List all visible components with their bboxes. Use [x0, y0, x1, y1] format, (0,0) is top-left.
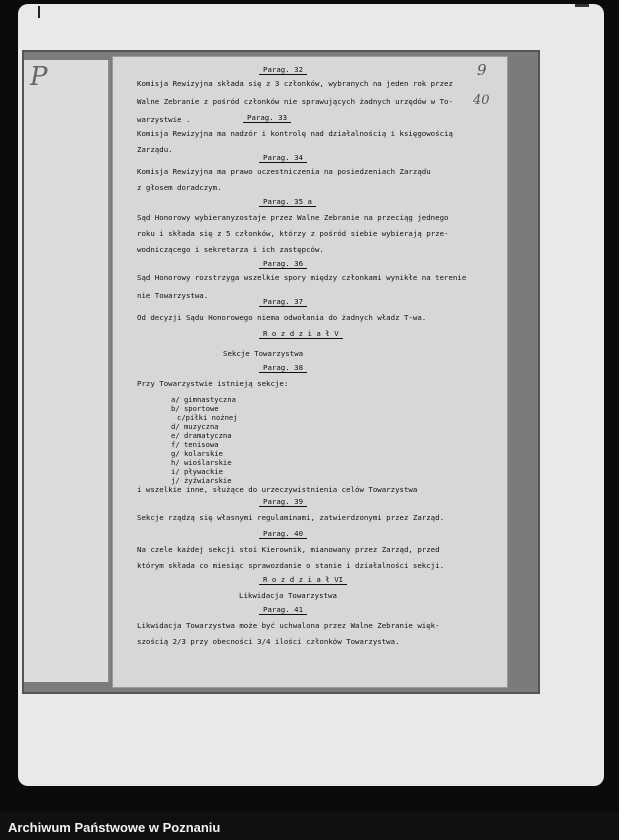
paragraph-34-line-2: z głosem doradczym. — [137, 183, 222, 192]
chapter-heading-6: R o z d z i a ł VI — [259, 575, 347, 585]
paragraph-heading-32: Parag. 32 — [259, 65, 307, 75]
paragraph-heading-34: Parag. 34 — [259, 153, 307, 163]
paragraph-heading-35: Parag. 35 a — [259, 197, 316, 207]
paragraph-33-line-2: Zarządu. — [137, 145, 173, 154]
page-number-side-annotation: 40 — [473, 93, 490, 108]
section-list-item: i/ pływackie — [171, 467, 223, 476]
paragraph-heading-37: Parag. 37 — [259, 297, 307, 307]
archive-footer — [0, 812, 619, 840]
page-number-annotation: 9 — [477, 61, 487, 79]
scan-corner-mark — [575, 4, 589, 7]
paragraph-32-line-2: Walne Zebranie z pośród członków nie sprawujących żadnych urzędów w To- — [137, 97, 453, 106]
section-list-item: a/ gimnastyczna — [171, 395, 236, 404]
section-list-item: j/ żyźwiarskie — [171, 476, 232, 485]
paragraph-38-outro: i wszelkie inne, służące do urzeczywistnienia celów Towarzystwa — [137, 485, 418, 494]
paragraph-33-line-1: Komisja Rewizyjna ma nadzór i kontrolę nad działalnością i księgowością — [137, 129, 453, 138]
left-leaf — [24, 60, 110, 682]
paragraph-34-line-1: Komisja Rewizyjna ma prawo uczestniczenia na posiedzeniach Zarządu — [137, 167, 431, 176]
paragraph-40-line-2: którym składa co miesiąc sprawozdanie o stanie i działalności sekcji. — [137, 561, 445, 570]
chapter-heading-5: R o z d z i a ł V — [259, 329, 343, 339]
paragraph-35-line-3: wodniczącego i sekretarza i ich zastępców. — [137, 245, 324, 254]
paragraph-35-line-2: roku i składa się z 5 członków, którzy z pośród siebie wybierają prze- — [137, 229, 449, 238]
paragraph-37-line-1: Od decyzji Sądu Honorowego niema odwołania do żadnych władz T-wa. — [137, 313, 427, 322]
chapter-5-title: Sekcje Towarzystwa — [223, 349, 304, 358]
paragraph-36-line-1: Sąd Honorowy rozstrzyga wszelkie spory między członkami wynikłe na terenie — [137, 273, 467, 282]
paragraph-32-line-3: warzystwie . — [137, 115, 191, 124]
paragraph-39-line-1: Sekcje rządzą się własnymi regulaminami, zatwierdzonymi przez Zarząd. — [137, 513, 445, 522]
section-list-item: e/ dramatyczna — [171, 431, 232, 440]
paragraph-heading-41: Parag. 41 — [259, 605, 307, 615]
section-list-item: h/ wioślarskie — [171, 458, 232, 467]
section-list-item: b/ sportowe — [171, 404, 219, 413]
paragraph-heading-38: Parag. 38 — [259, 363, 307, 373]
paragraph-36-line-2: nie Towarzystwa. — [137, 291, 209, 300]
section-list-item: d/ muzyczna — [171, 422, 219, 431]
paragraph-heading-40: Parag. 40 — [259, 529, 307, 539]
chapter-6-title: Likwidacja Towarzystwa — [239, 591, 337, 600]
paragraph-41-line-1: Likwidacja Towarzystwa może być uchwalona przez Walne Zebranie więk- — [137, 621, 440, 630]
paragraph-38-intro: Przy Towarzystwie istnieją sekcje: — [137, 379, 289, 388]
paragraph-heading-39: Parag. 39 — [259, 497, 307, 507]
section-list-item: g/ kolarskie — [171, 449, 223, 458]
scan-edge-mark — [38, 6, 40, 18]
document-page — [112, 56, 508, 688]
paragraph-40-line-1: Na czele każdej sekcji stoi Kierownik, mianowany przez Zarząd, przed — [137, 545, 440, 554]
section-list-item: c/piłki nożnej — [177, 413, 238, 422]
paragraph-heading-33: Parag. 33 — [243, 113, 291, 123]
section-list-item: f/ tenisowa — [171, 440, 219, 449]
archive-label: Archiwum Państwowe w Poznaniu — [8, 820, 221, 835]
pencil-mark: P — [30, 62, 48, 92]
paragraph-35-line-1: Sąd Honorowy wybieranyzostaje przez Walne Zebranie na przeciąg jednego — [137, 213, 449, 222]
paragraph-32-line-1: Komisja Rewizyjna składa się z 3 członków, wybranych na jeden rok przez — [137, 79, 453, 88]
paragraph-41-line-2: szością 2/3 przy obecności 3/4 ilości członków Towarzystwa. — [137, 637, 400, 646]
paragraph-heading-36: Parag. 36 — [259, 259, 307, 269]
